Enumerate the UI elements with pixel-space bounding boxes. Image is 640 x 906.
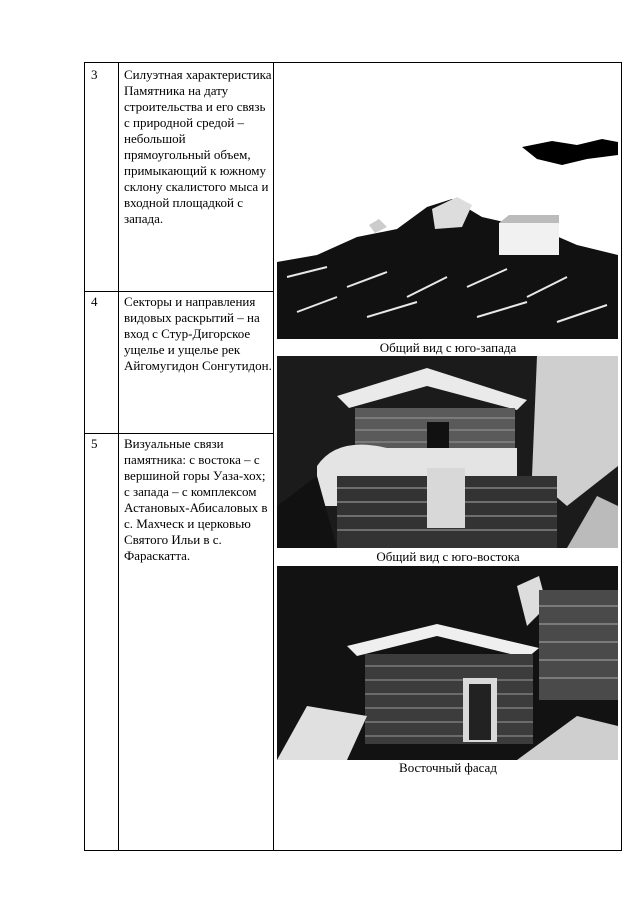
row-description: Секторы и направления видовых раскрытий – на вход с Стур-Дигорское ущелье и ущелье рек Айгомугидон Сонгутидон. [124,294,272,373]
column-divider-2 [273,63,274,850]
row-divider-1 [85,291,273,292]
photo-caption: Общий вид с юго-запада [379,340,517,355]
row-number: 5 [91,436,98,451]
photo-southeast-view [277,356,618,548]
photo-caption: Общий вид с юго-востока [376,549,520,564]
row-number: 4 [91,294,98,309]
row-divider-2 [85,433,273,434]
row-number: 3 [91,67,98,82]
column-divider-1 [118,63,119,850]
row-description: Визуальные связи памятника: с востока – с вершиной горы Уаза-хох; с запада – с комплексом Астановых-Абисаловых в с. Махческ и церковью Святого Ильи в с. Фараскатта. [124,436,268,563]
monument-table [84,62,622,851]
photo-southwest-view [277,137,618,339]
photo-caption: Восточный фасад [399,760,497,775]
photo-east-facade [277,566,618,760]
row-description: Силуэтная характеристика Памятника на дату строительства и его связь с природной средой – небольшой прямоугольный объем, примыкающий к южному склону скалистого мыса и входной площадкой с запада. [124,67,272,226]
